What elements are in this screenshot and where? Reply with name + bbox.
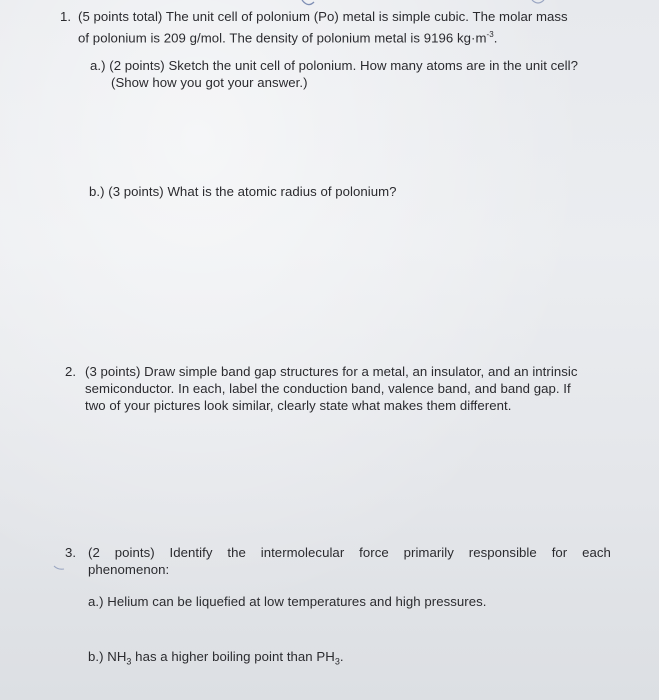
q1-density-exponent: -3	[486, 30, 494, 39]
q1a-text-line2: (Show how you got your answer.)	[111, 75, 308, 90]
q3b-period: .	[339, 649, 344, 664]
q3-word-10: each	[582, 545, 611, 560]
q3b-nh3-subscript: 3	[126, 656, 132, 667]
q3-word-4: the	[227, 545, 246, 560]
q2-number: 2.	[65, 364, 76, 379]
q3b-ph3-subscript: 3	[334, 656, 340, 667]
q1-density-text: of polonium is 209 g/mol. The density of polonium metal is 9196 kg·m	[78, 30, 487, 46]
q3b-middle: has a higher boiling point than PH	[131, 649, 335, 664]
q3a-text: a.) Helium can be liquefied at low temperatures and high pressures.	[88, 594, 487, 609]
q3-word-3: Identify	[169, 545, 213, 560]
q2-text-line1: (3 points) Draw simple band gap structures for a metal, an insulator, and an intrinsic	[85, 364, 578, 379]
q1-text-line1: (5 points total) The unit cell of polonium (Po) metal is simple cubic. The molar mass	[78, 9, 568, 24]
q2-text-line3: two of your pictures look similar, clearly state what makes them different.	[85, 398, 512, 413]
q3-word-1: (2	[88, 545, 100, 560]
q3-word-5: intermolecular	[260, 545, 345, 560]
pen-mark-top-right	[530, 0, 550, 8]
q3-word-2: points)	[114, 545, 155, 560]
q1-text-line2	[78, 26, 497, 46]
q3-word-9: for	[551, 545, 568, 560]
q3b-prefix: b.) NH	[88, 649, 127, 664]
q1-number: 1.	[60, 9, 71, 24]
q1a-text-line1: a.) (2 points) Sketch the unit cell of polonium. How many atoms are in the unit cell?	[90, 58, 579, 73]
q3-number: 3.	[65, 545, 76, 560]
q3-word-6: force	[359, 545, 389, 560]
q1b-text: b.) (3 points) What is the atomic radius of polonium?	[89, 184, 397, 199]
q1-line2-period: .	[493, 30, 498, 46]
q3-word-7: primarily	[403, 545, 454, 560]
pen-tick-q3	[52, 560, 68, 574]
q3b-text	[88, 648, 344, 671]
q3-word-8: responsible	[468, 545, 537, 560]
q3-text-line1	[88, 544, 611, 561]
q2-text-line2: semiconductor. In each, label the conduction band, valence band, and band gap. If	[85, 381, 571, 396]
q3-text-line2: phenomenon:	[88, 562, 170, 577]
